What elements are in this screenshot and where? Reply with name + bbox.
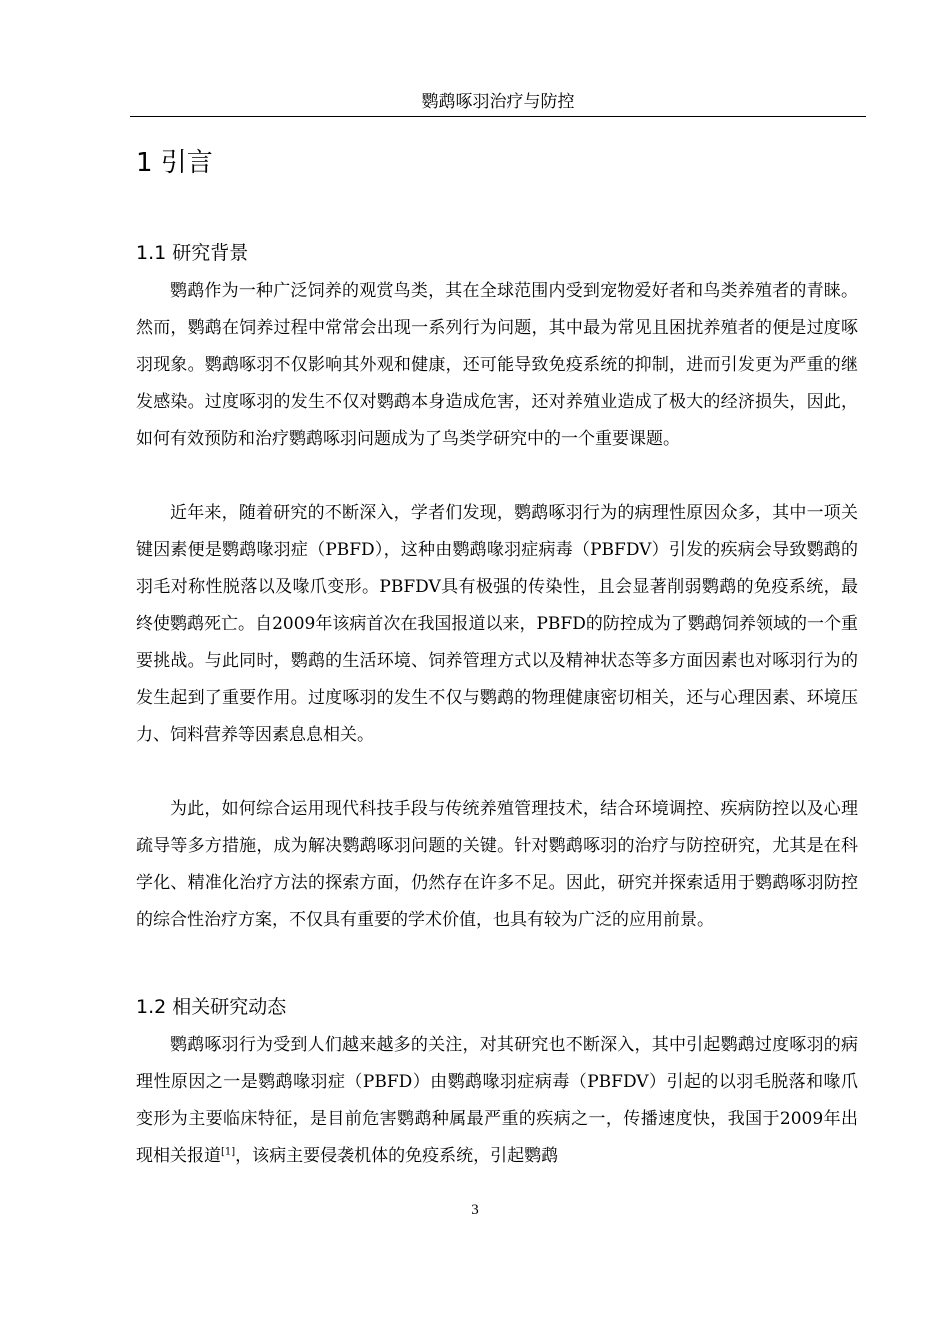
paragraph-background-3: 为此，如何综合运用现代科技手段与传统养殖管理技术，结合环境调控、疾病防控以及心理疏导等多方措施，成为解决鹦鹉啄羽问题的关键。针对鹦鹉啄羽的治疗与防控研究，尤其是在科学化、精准化治疗方法的探索方面，仍然存在许多不足。因此，研究并探索适用于鹦鹉啄羽防控的综合性治疗方案，不仅具有重要的学术价值，也具有较为广泛的应用前景。 (136, 799, 858, 930)
chapter-title: 1 引言 (136, 148, 213, 178)
section-title-1-1: 1.1 研究背景 (136, 242, 249, 264)
paragraph-text-after-ref: ，该病主要侵袭机体的免疫系统，引起鹦鹉 (235, 1146, 559, 1166)
running-header: 鹦鹉啄羽治疗与防控 (130, 88, 866, 117)
paragraph-related-work (136, 1027, 858, 1175)
citation-ref[interactable]: [1] (221, 1146, 236, 1158)
paragraph-background-1: 鹦鹉作为一种广泛饲养的观赏鸟类，其在全球范围内受到宠物爱好者和鸟类养殖者的青睐。然而，鹦鹉在饲养过程中常常会出现一系列行为问题，其中最为常见且困扰养殖者的便是过度啄羽现象。鹦鹉啄羽不仅影响其外观和健康，还可能导致免疫系统的抑制，进而引发更为严重的继发感染。过度啄羽的发生不仅对鹦鹉本身造成危害，还对养殖业造成了极大的经济损失，因此，如何有效预防和治疗鹦鹉啄羽问题成为了鸟类学研究中的一个重要课题。 (136, 281, 858, 449)
paragraph-text-before-ref: 鹦鹉啄羽行为受到人们越来越多的关注，对其研究也不断深入，其中引起鹦鹉过度啄羽的病理性原因之一是鹦鹉喙羽症（PBFD）由鹦鹉喙羽症病毒（PBFDV）引起的以羽毛脱落和喙爪变形为主要临床特征，是目前危害鹦鹉种属最严重的疾病之一，传播速度快，我国于2009年出现相关报道 (136, 1035, 858, 1166)
page-number: 3 (471, 1202, 479, 1218)
section-title-1-2: 1.2 相关研究动态 (136, 996, 287, 1018)
paragraph-background-2: 近年来，随着研究的不断深入，学者们发现，鹦鹉啄羽行为的病理性原因众多，其中一项关键因素便是鹦鹉喙羽症（PBFD），这种由鹦鹉喙羽症病毒（PBFDV）引发的疾病会导致鹦鹉的羽毛对称性脱落以及喙爪变形。PBFDV具有极强的传染性，且会显著削弱鹦鹉的免疫系统，最终使鹦鹉死亡。自2009年该病首次在我国报道以来，PBFD的防控成为了鹦鹉饲养领域的一个重要挑战。与此同时，鹦鹉的生活环境、饲养管理方式以及精神状态等多方面因素也对啄羽行为的发生起到了重要作用。过度啄羽的发生不仅与鹦鹉的物理健康密切相关，还与心理因素、环境压力、饲料营养等因素息息相关。 (136, 503, 858, 745)
